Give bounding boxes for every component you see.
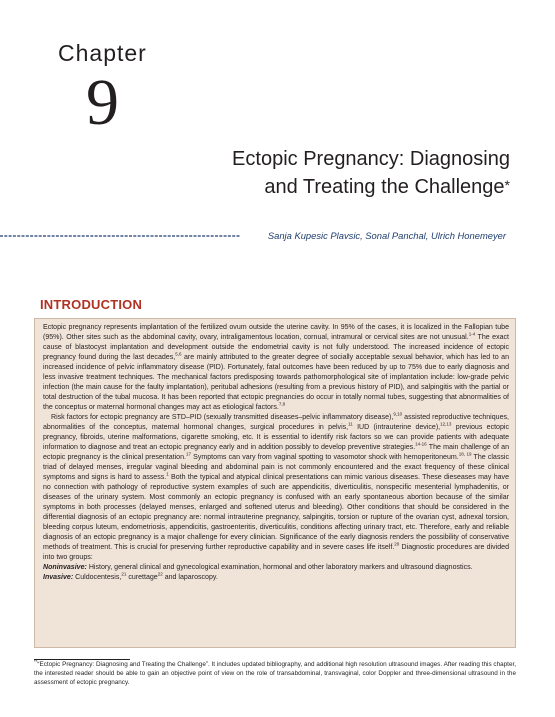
citation: 11 xyxy=(348,421,353,427)
footnote-marker: ** xyxy=(34,658,38,664)
noninvasive-item xyxy=(43,563,509,573)
section-heading: INTRODUCTION xyxy=(40,297,143,312)
citation: 20 xyxy=(394,541,400,547)
p2-text: Both the typical and atypical clinical presentations can mimic various diseases. These dieseases may have no connection with pathology of reproductive system examples of such are appendicitis, diverticulitis, nonspecific mesenterial lymphadenitis, or diseases of the urinary system. Most commonly an ectopic pregnancy is confused with an early spontaneous abortion because of the similar symptoms in both processes (delayed menses, enlarged and softened uterus and bleeding). Other conditions that should be considered in the differential diagnosis of an ectopic pregnancy are: normal intrauterine pregnancy, salpingitis, torsion or rupture of the ovarian cyst, adnexal torsion, bleeding corpus luteum, endometriosis, appendicitis, gastroenteritis, diverticulitis, conditions affecting urinary tract, etc. Therefore, early and reliable diagnosis of an ectopic pregnancy is a major challenge for every clinician. Significance of the early diagnosis renders the possibility of conservative methods of treatment. This is crucial for preserving further reproductive capability and in severe cases life itself. xyxy=(43,474,509,551)
footnote-divider xyxy=(34,659,130,660)
footnote-text: “Ectopic Pregnancy: Diagnosing and Treating the Challenge”. It includes updated bibliography, and additional high resolution ultrasound images. After reading this chapter, the interested reader should be able to gain an objective point of view on the role of transabdominal, transvaginal, color Doppler and three-dimensional ultrasound in the assessment of ectopic pregnancy. xyxy=(34,661,516,686)
chapter-title-line2 xyxy=(90,173,510,201)
citation: 18, 19 xyxy=(458,451,472,457)
decorative-rule xyxy=(0,230,240,242)
p2-text: Symptoms can vary from vaginal spotting to vasomotor shock with hemoperitoneum. xyxy=(190,454,459,461)
intro-paragraph-1 xyxy=(43,323,509,413)
citation: 1 xyxy=(166,471,169,477)
p1-text: The exact cause of blastocyst implantation and development outside the endometrial cavity is not fully understood. The increased incidence of ectopic pregnancy found during the last decades, xyxy=(43,334,509,361)
citation: 21 xyxy=(121,571,127,577)
noninvasive-label: Noninvasive: xyxy=(43,564,87,571)
p1-text: Ectopic pregnancy represents implantation of the fertilized ovum outside the uterine cavity. In 95% of the cases, it is localized in the Fallopian tube (95%). Other sites such as the abdominal cavity, ovary, intraligamentous location, cornual, intramural or cervical sites are not unusual. xyxy=(43,324,509,341)
citation: 5,6 xyxy=(175,351,182,357)
citation: 9,10 xyxy=(393,411,403,417)
p2-text: The classic triad of delayed menses, irregular vaginal bleeding and abdominal pain is not commonly encountered and the exact frequency of these clinical symptoms and signs is hard to assess. xyxy=(43,454,509,481)
p2-text: IUD (intrauterine device), xyxy=(352,424,441,431)
p2-text: previous ectopic pregnancy, fibroids, uterine malformations, cigarette smoking, etc. It is essential to identify risk factors so we can provide patients with adequate information to diagnose and treat an ectopic pregnancy early and in addition possibly to develop preventive strategies. xyxy=(43,424,509,451)
chapter-title-line2-text: and Treating the Challenge xyxy=(264,176,505,198)
intro-paragraph-2 xyxy=(43,413,509,563)
footnote xyxy=(34,658,516,687)
p2-text: assisted reproductive techniques, abnormalities of the conceptus, maternal hormonal changes, surgical procedures in pelvis, xyxy=(43,414,509,431)
p2-text: Risk factors for ectopic pregnancy are STD–PID (sexually transmitted diseases–pelvic inflammatory disease), xyxy=(51,414,394,421)
citation: 22 xyxy=(157,571,163,577)
chapter-number: 9 xyxy=(86,66,119,139)
invasive-label: Invasive: xyxy=(43,574,74,581)
title-footnote-marker: * xyxy=(504,177,510,193)
chapter-title-line1: Ectopic Pregnancy: Diagnosing xyxy=(232,148,510,170)
introduction-box xyxy=(34,318,516,648)
citation: 17 xyxy=(185,451,191,457)
invasive-item xyxy=(43,573,509,583)
citation: 7,8 xyxy=(278,401,286,407)
citation: 1-4 xyxy=(468,331,476,337)
p2-text: The main challenge of an ectopic pregnancy is the clinical presentation. xyxy=(43,444,510,461)
p2-text: Diagnostic procedures are divided into two groups: xyxy=(43,544,509,561)
p1-text: are mainly attributed to the greater degree of socially acceptable sexual behavior, which has led to an increased incidence of pelvic inflammatory disease (PID). Fortunately, fatal outcomes have been reduced by up to 75% due to early diagnosis and less invasive treatment techniques. The mechanical factors predisposing towards pathomorphological site of implantation include: low-grade pelvic infection (the main cause for the faulty implantation), peritubal adhesions (resulting from a previous history of PID), and salpingitis with the partial or total destruction of the tubal mucosa. It has been reported that ectopic pregnancies do occur in totally normal tubes, suggesting that abnormalities of the conceptus or maternal hormonal changes may act as etiological factors. xyxy=(43,354,509,411)
chapter-title xyxy=(90,145,510,201)
invasive-text: Culdocentesis, xyxy=(73,574,122,581)
noninvasive-text: History, general clinical and gynecological examination, hormonal and other laboratory markers and ultrasound diagnostics. xyxy=(86,564,473,571)
citation: 14-16 xyxy=(415,441,427,447)
chapter-label: Chapter xyxy=(58,40,147,66)
invasive-text: and laparoscopy. xyxy=(162,574,218,581)
invasive-text: curettage xyxy=(126,574,158,581)
author-list: Sanja Kupesic Plavsic, Sonal Panchal, Ulrich Honemeyer xyxy=(267,230,506,241)
citation: 12,13 xyxy=(440,421,452,427)
